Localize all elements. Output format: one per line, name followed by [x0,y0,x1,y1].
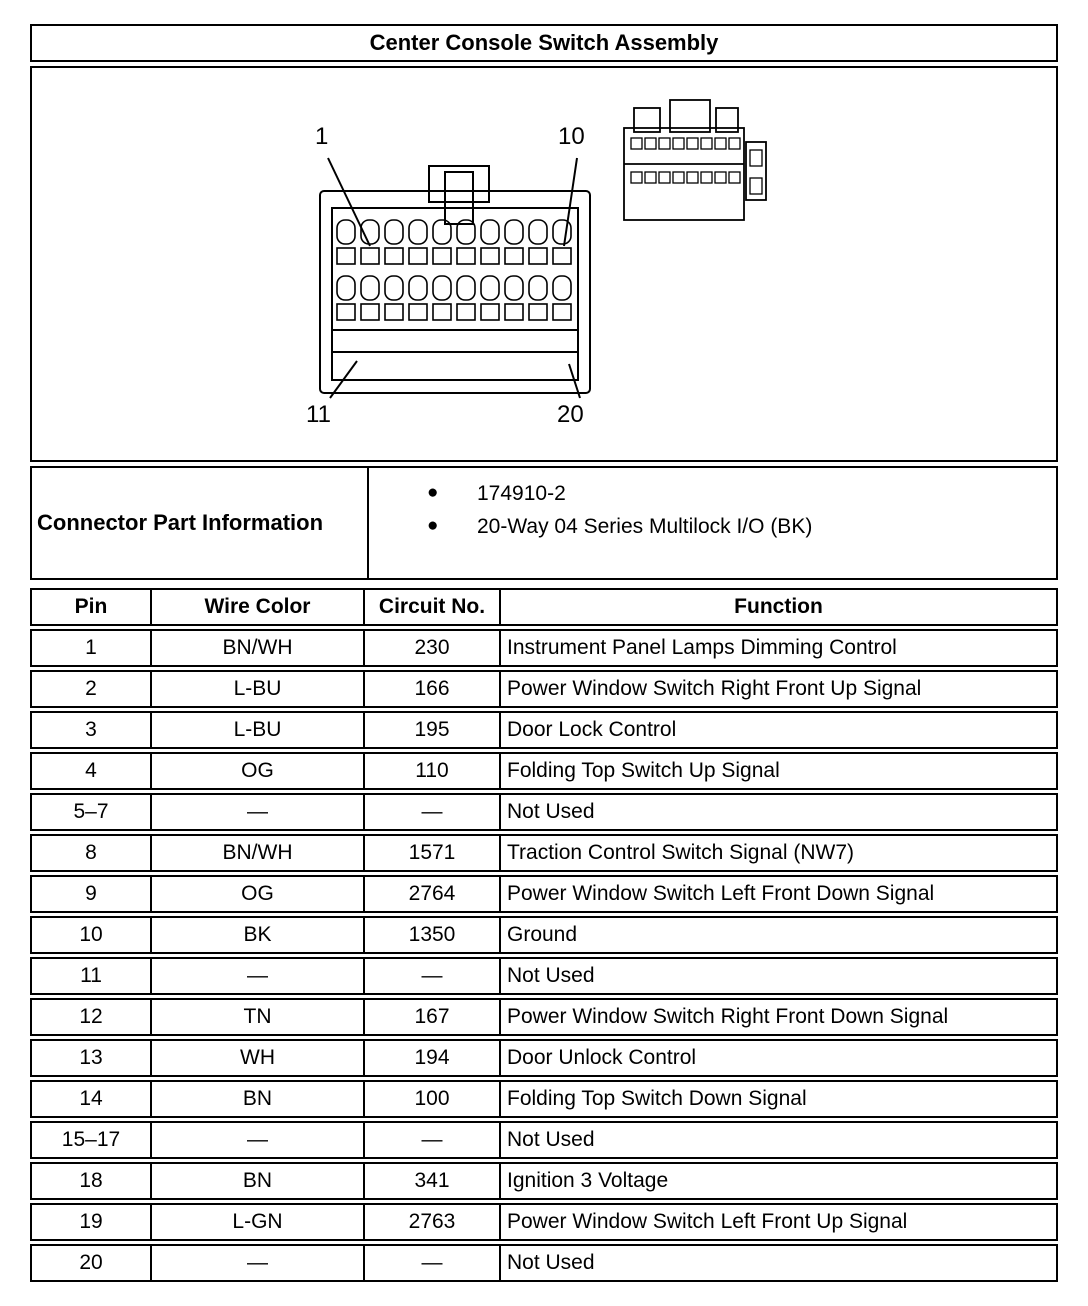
pin-cell: 9 [32,877,152,911]
part-info-label: Connector Part Information [32,468,369,578]
table-row [30,1244,1058,1282]
pin-cell: 12 [32,1000,152,1034]
table-row [30,957,1058,995]
part-info-item [427,482,1050,506]
function-cell: Power Window Switch Right Front Up Signal [507,677,922,700]
connector-diagram [30,66,1058,462]
wire-color-cell: L-BU [152,672,365,706]
circuit-cell: 167 [365,1000,501,1034]
wire-color-cell: BK [152,918,365,952]
function-cell: Not Used [507,964,595,987]
function-cell: Door Lock Control [507,718,677,741]
wire-color-cell: — [152,795,365,829]
circuit-cell: 194 [365,1041,501,1075]
callout-leader-lines [328,158,580,398]
table-header-row [30,588,1058,626]
wire-color-cell: — [152,959,365,993]
part-number: 174910-2 [477,482,566,505]
pin-cell: 10 [32,918,152,952]
wire-color-cell: OG [152,877,365,911]
function-cell: Door Unlock Control [507,1046,697,1069]
table-row [30,1080,1058,1118]
bullet-icon: ● [427,515,439,536]
circuit-cell: 1350 [365,918,501,952]
circuit-cell: — [365,1246,501,1280]
table-row [30,1121,1058,1159]
function-cell: Instrument Panel Lamps Dimming Control [507,636,897,659]
pin-cell: 1 [32,631,152,665]
pin-cell: 13 [32,1041,152,1075]
connector-drawing [32,68,1056,460]
part-description: 20-Way 04 Series Multilock I/O (BK) [477,515,813,538]
table-row [30,1039,1058,1077]
table-row [30,875,1058,913]
part-info-item [427,515,1050,539]
wire-color-cell: L-BU [152,713,365,747]
wire-color-cell: BN/WH [152,631,365,665]
connector-isometric-view [624,100,766,220]
wire-color-cell: OG [152,754,365,788]
bullet-icon: ● [427,482,439,503]
circuit-cell: 341 [365,1164,501,1198]
function-header: Function [734,595,823,618]
function-cell: Not Used [507,1251,595,1274]
function-cell: Not Used [507,800,595,823]
circuit-cell: 230 [365,631,501,665]
wire-color-cell: BN/WH [152,836,365,870]
circuit-header: Circuit No. [365,590,501,624]
pin-cell: 15–17 [32,1123,152,1157]
circuit-cell: 110 [365,754,501,788]
circuit-cell: — [365,959,501,993]
circuit-cell: 195 [365,713,501,747]
wire-color-cell: BN [152,1082,365,1116]
table-row [30,834,1058,872]
wire-color-header: Wire Color [152,590,365,624]
pin-cell: 2 [32,672,152,706]
function-cell: Ignition 3 Voltage [507,1169,669,1192]
circuit-cell: 2764 [365,877,501,911]
table-row [30,711,1058,749]
circuit-cell: 1571 [365,836,501,870]
wire-color-cell: — [152,1123,365,1157]
pin-header: Pin [32,590,152,624]
pin-cell: 4 [32,754,152,788]
wire-color-cell: BN [152,1164,365,1198]
circuit-cell: — [365,795,501,829]
function-cell: Not Used [507,1128,595,1151]
circuit-cell: — [365,1123,501,1157]
pin-20-callout: 20 [557,401,584,428]
table-row [30,916,1058,954]
part-info-list [369,468,1056,578]
function-cell: Ground [507,923,578,946]
table-row [30,670,1058,708]
table-row [30,1162,1058,1200]
pin-cell: 3 [32,713,152,747]
function-cell: Power Window Switch Left Front Up Signal [507,1210,908,1233]
circuit-cell: 100 [365,1082,501,1116]
pin-cell: 8 [32,836,152,870]
wire-color-cell: L-GN [152,1205,365,1239]
circuit-cell: 166 [365,672,501,706]
page-title: Center Console Switch Assembly [30,24,1058,62]
function-cell: Power Window Switch Left Front Down Signal [507,882,935,905]
wire-color-cell: TN [152,1000,365,1034]
function-cell: Power Window Switch Right Front Down Signal [507,1005,949,1028]
pin-cell: 14 [32,1082,152,1116]
connector-part-info [30,466,1058,580]
function-cell: Traction Control Switch Signal (NW7) [507,841,854,864]
pin-cell: 18 [32,1164,152,1198]
pin-10-callout: 10 [558,123,585,150]
table-row [30,752,1058,790]
terminal-cavities [337,220,571,320]
function-cell: Folding Top Switch Down Signal [507,1087,807,1110]
table-row [30,998,1058,1036]
pin-11-callout: 11 [306,401,331,428]
table-row [30,793,1058,831]
wire-color-cell: WH [152,1041,365,1075]
pin-cell: 20 [32,1246,152,1280]
connector-front-view [320,166,590,393]
function-cell: Folding Top Switch Up Signal [507,759,780,782]
pin-cell: 11 [32,959,152,993]
table-row [30,1203,1058,1241]
table-row [30,629,1058,667]
pin-cell: 5–7 [32,795,152,829]
pin-cell: 19 [32,1205,152,1239]
circuit-cell: 2763 [365,1205,501,1239]
wire-color-cell: — [152,1246,365,1280]
pin-1-callout: 1 [315,123,329,150]
pin-table [30,588,1058,1282]
